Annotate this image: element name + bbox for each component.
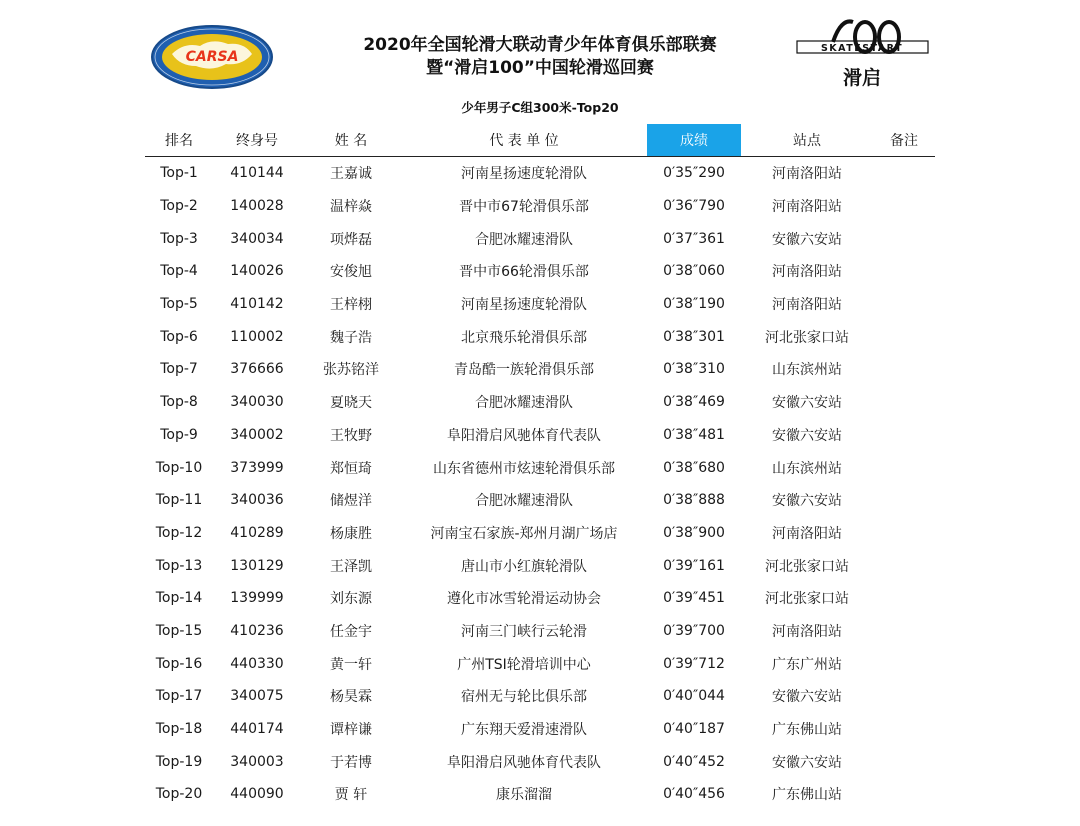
note-cell (873, 353, 935, 386)
id-cell: 373999 (230, 459, 284, 476)
column-header-team: 代 表 单 位 (401, 124, 647, 157)
note-cell (873, 680, 935, 713)
score-cell: 0′36″790 (663, 198, 725, 215)
table-row (145, 255, 935, 288)
column-header-name: 姓 名 (301, 124, 401, 157)
id-cell: 376666 (230, 361, 284, 378)
table-row (145, 680, 935, 713)
name-cell: 谭梓谦 (330, 722, 372, 739)
title-line-1: 2020年全国轮滑大联动青少年体育俱乐部联赛 (363, 35, 717, 55)
table-row (145, 582, 935, 615)
name-cell: 郑恒琦 (330, 460, 372, 477)
id-cell: 139999 (230, 590, 284, 607)
id-cell: 110002 (230, 328, 284, 345)
team-cell: 晋中市66轮滑俱乐部 (459, 264, 589, 281)
name-cell: 温梓焱 (330, 199, 372, 216)
name-cell: 杨昊霖 (330, 689, 372, 706)
score-cell: 0′38″900 (663, 524, 725, 541)
name-cell: 王泽凯 (330, 558, 372, 575)
note-cell (873, 615, 935, 648)
table-row (145, 386, 935, 419)
name-cell: 夏晓天 (330, 395, 372, 412)
id-cell: 410144 (230, 165, 284, 182)
table-row (145, 353, 935, 386)
station-cell: 安徽六安站 (772, 754, 842, 771)
note-cell (873, 451, 935, 484)
note-cell (873, 549, 935, 582)
table-row (145, 190, 935, 223)
table-row (145, 484, 935, 517)
note-cell (873, 222, 935, 255)
name-cell: 刘东源 (330, 591, 372, 608)
note-cell (873, 745, 935, 778)
rank-cell: Top-2 (160, 198, 198, 215)
id-cell: 410236 (230, 622, 284, 639)
name-cell: 杨康胜 (330, 525, 372, 542)
logo-right-cn: 滑启 (842, 67, 882, 89)
table-subtitle: 少年男子C组300米-Top20 (461, 100, 619, 115)
score-cell: 0′38″060 (663, 263, 725, 280)
score-cell: 0′38″481 (663, 426, 725, 443)
note-cell (873, 320, 935, 353)
station-cell: 河北张家口站 (765, 558, 849, 575)
station-cell: 安徽六安站 (772, 231, 842, 248)
team-cell: 唐山市小红旗轮滑队 (461, 558, 587, 575)
score-cell: 0′37″361 (663, 230, 725, 247)
rank-cell: Top-5 (160, 296, 198, 313)
note-cell (873, 190, 935, 223)
name-cell: 储煜洋 (330, 493, 372, 510)
rank-cell: Top-16 (155, 655, 203, 672)
note-cell (873, 582, 935, 615)
station-cell: 山东滨州站 (772, 362, 842, 379)
id-cell: 410142 (230, 296, 284, 313)
note-cell (873, 386, 935, 419)
station-cell: 安徽六安站 (772, 689, 842, 706)
rank-cell: Top-11 (155, 492, 203, 509)
id-cell: 440330 (230, 655, 284, 672)
rank-cell: Top-7 (160, 361, 198, 378)
team-cell: 合肥冰耀速滑队 (475, 395, 573, 412)
name-cell: 任金宇 (330, 623, 372, 640)
id-cell: 340002 (230, 426, 284, 443)
station-cell: 河南洛阳站 (772, 264, 842, 281)
team-cell: 阜阳滑启风驰体育代表队 (447, 427, 601, 444)
station-cell: 广东佛山站 (772, 787, 842, 804)
table-row (145, 778, 935, 811)
score-cell: 0′35″290 (663, 165, 725, 182)
note-cell (873, 647, 935, 680)
logo-right-text: SKATESTART (820, 43, 904, 54)
team-cell: 广东翔天爱滑速滑队 (461, 722, 587, 739)
note-cell (873, 778, 935, 811)
team-cell: 河南三门峡行云轮滑 (461, 623, 587, 640)
column-header-rank: 排名 (145, 124, 213, 157)
note-cell (873, 713, 935, 746)
id-cell: 410289 (230, 524, 284, 541)
station-cell: 河北张家口站 (765, 329, 849, 346)
name-cell: 王嘉诚 (330, 166, 372, 183)
rank-cell: Top-4 (160, 263, 198, 280)
name-cell: 黄一轩 (330, 656, 372, 673)
score-cell: 0′38″680 (663, 459, 725, 476)
rank-cell: Top-8 (160, 394, 198, 411)
note-cell (873, 419, 935, 452)
table-row (145, 320, 935, 353)
station-cell: 安徽六安站 (772, 395, 842, 412)
table-row (145, 451, 935, 484)
team-cell: 宿州无与轮比俱乐部 (461, 689, 587, 706)
score-cell: 0′38″190 (663, 296, 725, 313)
team-cell: 青岛酷一族轮滑俱乐部 (454, 362, 594, 379)
rank-cell: Top-6 (160, 328, 198, 345)
table-row (145, 647, 935, 680)
team-cell: 晋中市67轮滑俱乐部 (459, 199, 589, 216)
name-cell: 王牧野 (330, 427, 372, 444)
team-cell: 山东省德州市炫速轮滑俱乐部 (433, 460, 615, 477)
team-cell: 河南星扬速度轮滑队 (461, 297, 587, 314)
score-cell: 0′38″310 (663, 361, 725, 378)
skatestart-logo (795, 12, 930, 90)
table-row (145, 419, 935, 452)
table-row (145, 517, 935, 550)
station-cell: 河北张家口站 (765, 591, 849, 608)
page-title (300, 34, 780, 80)
team-cell: 康乐溜溜 (496, 787, 552, 804)
note-cell (873, 288, 935, 321)
rank-cell: Top-9 (160, 426, 198, 443)
column-header-score: 成绩 (647, 124, 741, 157)
score-cell: 0′40″456 (663, 786, 725, 803)
table-row (145, 157, 935, 190)
table-row (145, 222, 935, 255)
rank-cell: Top-13 (155, 557, 203, 574)
station-cell: 河南洛阳站 (772, 623, 842, 640)
logo-left-text: CARSA (185, 49, 239, 65)
team-cell: 遵化市冰雪轮滑运动协会 (447, 591, 601, 608)
note-cell (873, 255, 935, 288)
station-cell: 河南洛阳站 (772, 166, 842, 183)
id-cell: 440090 (230, 786, 284, 803)
column-header-id: 终身号 (213, 124, 301, 157)
rank-cell: Top-15 (155, 622, 203, 639)
results-table (145, 124, 935, 811)
id-cell: 340003 (230, 753, 284, 770)
table-row (145, 549, 935, 582)
station-cell: 山东滨州站 (772, 460, 842, 477)
note-cell (873, 157, 935, 190)
rank-cell: Top-1 (160, 165, 198, 182)
score-cell: 0′40″452 (663, 753, 725, 770)
table-row (145, 615, 935, 648)
id-cell: 130129 (230, 557, 284, 574)
team-cell: 河南宝石家族-郑州月湖广场店 (430, 525, 618, 542)
table-header-row (145, 124, 935, 157)
score-cell: 0′39″161 (663, 557, 725, 574)
id-cell: 340030 (230, 394, 284, 411)
column-header-station: 站点 (741, 124, 873, 157)
station-cell: 广东佛山站 (772, 722, 842, 739)
station-cell: 河南洛阳站 (772, 199, 842, 216)
note-cell (873, 517, 935, 550)
score-cell: 0′40″044 (663, 688, 725, 705)
rank-cell: Top-19 (155, 753, 203, 770)
table-row (145, 713, 935, 746)
score-cell: 0′39″712 (663, 655, 725, 672)
id-cell: 340036 (230, 492, 284, 509)
name-cell: 项烨磊 (330, 231, 372, 248)
id-cell: 140026 (230, 263, 284, 280)
title-line-2: 暨“滑启100”中国轮滑巡回赛 (426, 58, 654, 78)
id-cell: 440174 (230, 721, 284, 738)
team-cell: 广州TSI轮滑培训中心 (457, 656, 591, 673)
station-cell: 河南洛阳站 (772, 297, 842, 314)
score-cell: 0′38″301 (663, 328, 725, 345)
name-cell: 于若博 (330, 754, 372, 771)
name-cell: 贾 轩 (334, 787, 368, 804)
note-cell (873, 484, 935, 517)
column-header-note: 备注 (873, 124, 935, 157)
table-row (145, 288, 935, 321)
name-cell: 魏子浩 (330, 329, 372, 346)
name-cell: 安俊旭 (330, 264, 372, 281)
table-row (145, 745, 935, 778)
station-cell: 安徽六安站 (772, 493, 842, 510)
score-cell: 0′38″888 (663, 492, 725, 509)
rank-cell: Top-10 (155, 459, 203, 476)
name-cell: 王梓栩 (330, 297, 372, 314)
rank-cell: Top-12 (155, 524, 203, 541)
team-cell: 北京飛乐轮滑俱乐部 (461, 329, 587, 346)
station-cell: 广东广州站 (772, 656, 842, 673)
id-cell: 140028 (230, 198, 284, 215)
rank-cell: Top-3 (160, 230, 198, 247)
team-cell: 河南星扬速度轮滑队 (461, 166, 587, 183)
station-cell: 河南洛阳站 (772, 525, 842, 542)
score-cell: 0′38″469 (663, 394, 725, 411)
carsa-logo (150, 24, 274, 90)
team-cell: 合肥冰耀速滑队 (475, 493, 573, 510)
id-cell: 340075 (230, 688, 284, 705)
rank-cell: Top-20 (155, 786, 203, 803)
rank-cell: Top-18 (155, 721, 203, 738)
rank-cell: Top-14 (155, 590, 203, 607)
name-cell: 张苏铭洋 (323, 362, 379, 379)
station-cell: 安徽六安站 (772, 427, 842, 444)
rank-cell: Top-17 (155, 688, 203, 705)
score-cell: 0′39″700 (663, 622, 725, 639)
score-cell: 0′40″187 (663, 721, 725, 738)
team-cell: 阜阳滑启风驰体育代表队 (447, 754, 601, 771)
id-cell: 340034 (230, 230, 284, 247)
team-cell: 合肥冰耀速滑队 (475, 231, 573, 248)
score-cell: 0′39″451 (663, 590, 725, 607)
